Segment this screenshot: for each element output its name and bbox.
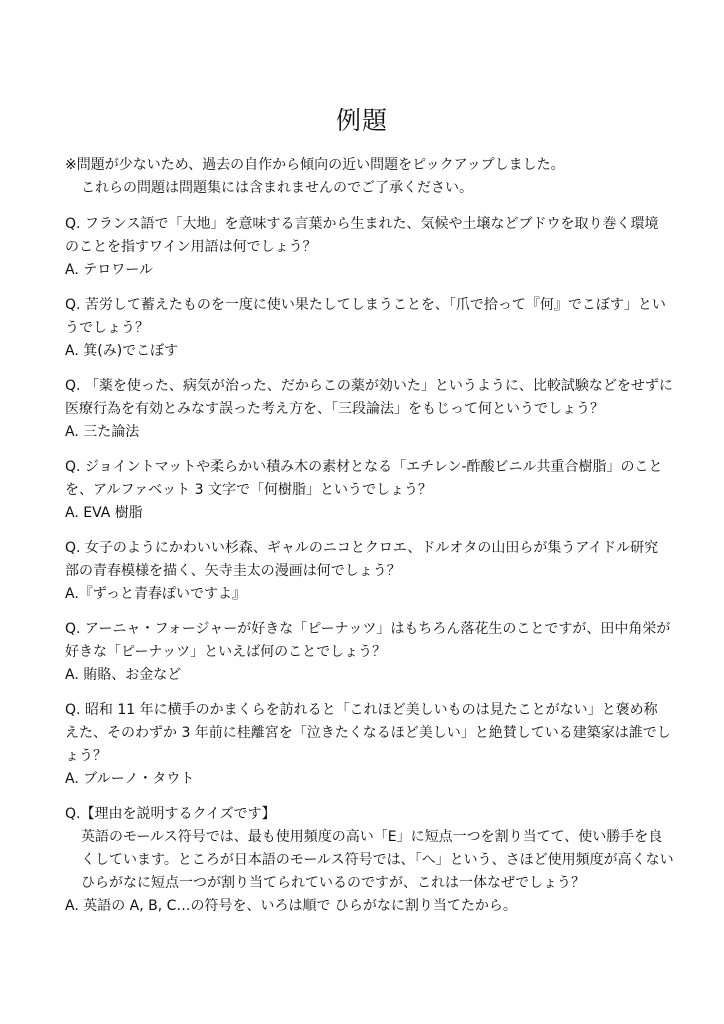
- question-line: うでしょう？: [65, 320, 149, 336]
- question-line: 好きな「ピーナッツ」といえば何のことでしょう？: [65, 644, 387, 660]
- intro-note: [65, 154, 675, 200]
- qa-item-1: [65, 213, 675, 282]
- qa-item-6: [65, 618, 675, 687]
- question-line: 部の青春模様を描く、矢寺圭太の漫画は何でしょう？: [65, 563, 401, 579]
- question-line: Q. 苦労して蓄えたものを一度に使い果たしてしまうことを、「爪で拾って『何』でこぼす」とい: [65, 297, 666, 313]
- qa-item-7: [65, 699, 675, 791]
- question-line: 医療行為を有効とみなす誤った考え方を、「三段論法」をもじって何というでしょう？: [65, 401, 604, 417]
- answer-line: A. 英語の A, B, C…の符号を、いろは順で ひらがなに割り当てたから。: [65, 898, 517, 914]
- qa-item-8: [65, 803, 675, 918]
- answer-line: A. テロワール: [65, 262, 153, 278]
- note-line: これらの問題は問題集には含まれませんのでご了承ください。: [81, 180, 473, 196]
- question-line: を、アルファベット 3 文字で「何樹脂」というでしょう？: [65, 482, 432, 498]
- question-header: Q.【理由を説明するクイズです】: [65, 806, 276, 822]
- qa-item-4: [65, 456, 675, 525]
- question-line: ひらがなに短点一つが割り当てられているのですが、これは一体なぜでしょう？: [81, 875, 585, 891]
- answer-line: A. 箕(み)でこぼす: [65, 343, 179, 359]
- page-title: 例題: [335, 106, 388, 135]
- answer-line: A. 三た論法: [65, 424, 140, 440]
- question-line: Q. 女子のようにかわいい杉森、ギャルのニコとクロエ、ドルオタの山田らが集うアイドル研究: [65, 540, 659, 556]
- qa-item-5: [65, 537, 675, 606]
- qa-item-3: [65, 375, 675, 444]
- question-line: のことを指すワイン用語は何でしょう？: [65, 239, 317, 255]
- document-body: [65, 154, 675, 918]
- answer-line: A. ブルーノ・タウト: [65, 771, 195, 787]
- question-line: Q. 「薬を使った、病気が治った、だからこの薬が効いた」というように、比較試験などをせずに: [65, 378, 673, 394]
- answer-line: A. EVA 樹脂: [65, 505, 143, 521]
- answer-line: A.『ずっと青春ぽいですよ』: [65, 586, 246, 602]
- question-line: 英語のモールス符号では、最も使用頻度の高い「E」に短点一つを割り当てて、使い勝手を良: [81, 829, 663, 845]
- question-line: Q. フランス語で「大地」を意味する言葉から生まれた、気候や土壌などブドウを取り巻く環境: [65, 216, 659, 232]
- question-line: Q. アーニャ・フォージャーが好きな「ピーナッツ」はもちろん落花生のことですが、田中角栄が: [65, 621, 671, 637]
- question-line: Q. ジョイントマットや柔らかい積み木の素材となる「エチレン-酢酸ビニル共重合樹脂」のこと: [65, 459, 663, 475]
- question-line: ょう？: [65, 748, 107, 764]
- qa-item-2: [65, 294, 675, 363]
- question-line: えた、そのわずか 3 年前に桂離宮を「泣きたくなるほど美しい」と絶賛している建築家は誰でし: [65, 725, 671, 741]
- question-line: くしています。ところが日本語のモールス符号では、「へ」という、さほど使用頻度が高くない: [81, 852, 674, 868]
- answer-line: A. 賄賂、お金など: [65, 667, 182, 683]
- note-line: ※問題が少ないため、過去の自作から傾向の近い問題をピックアップしました。: [65, 157, 565, 173]
- question-line: Q. 昭和 11 年に横手のかまくらを訪れると「これほど美しいものは見たことがない」と褒め称: [65, 702, 658, 718]
